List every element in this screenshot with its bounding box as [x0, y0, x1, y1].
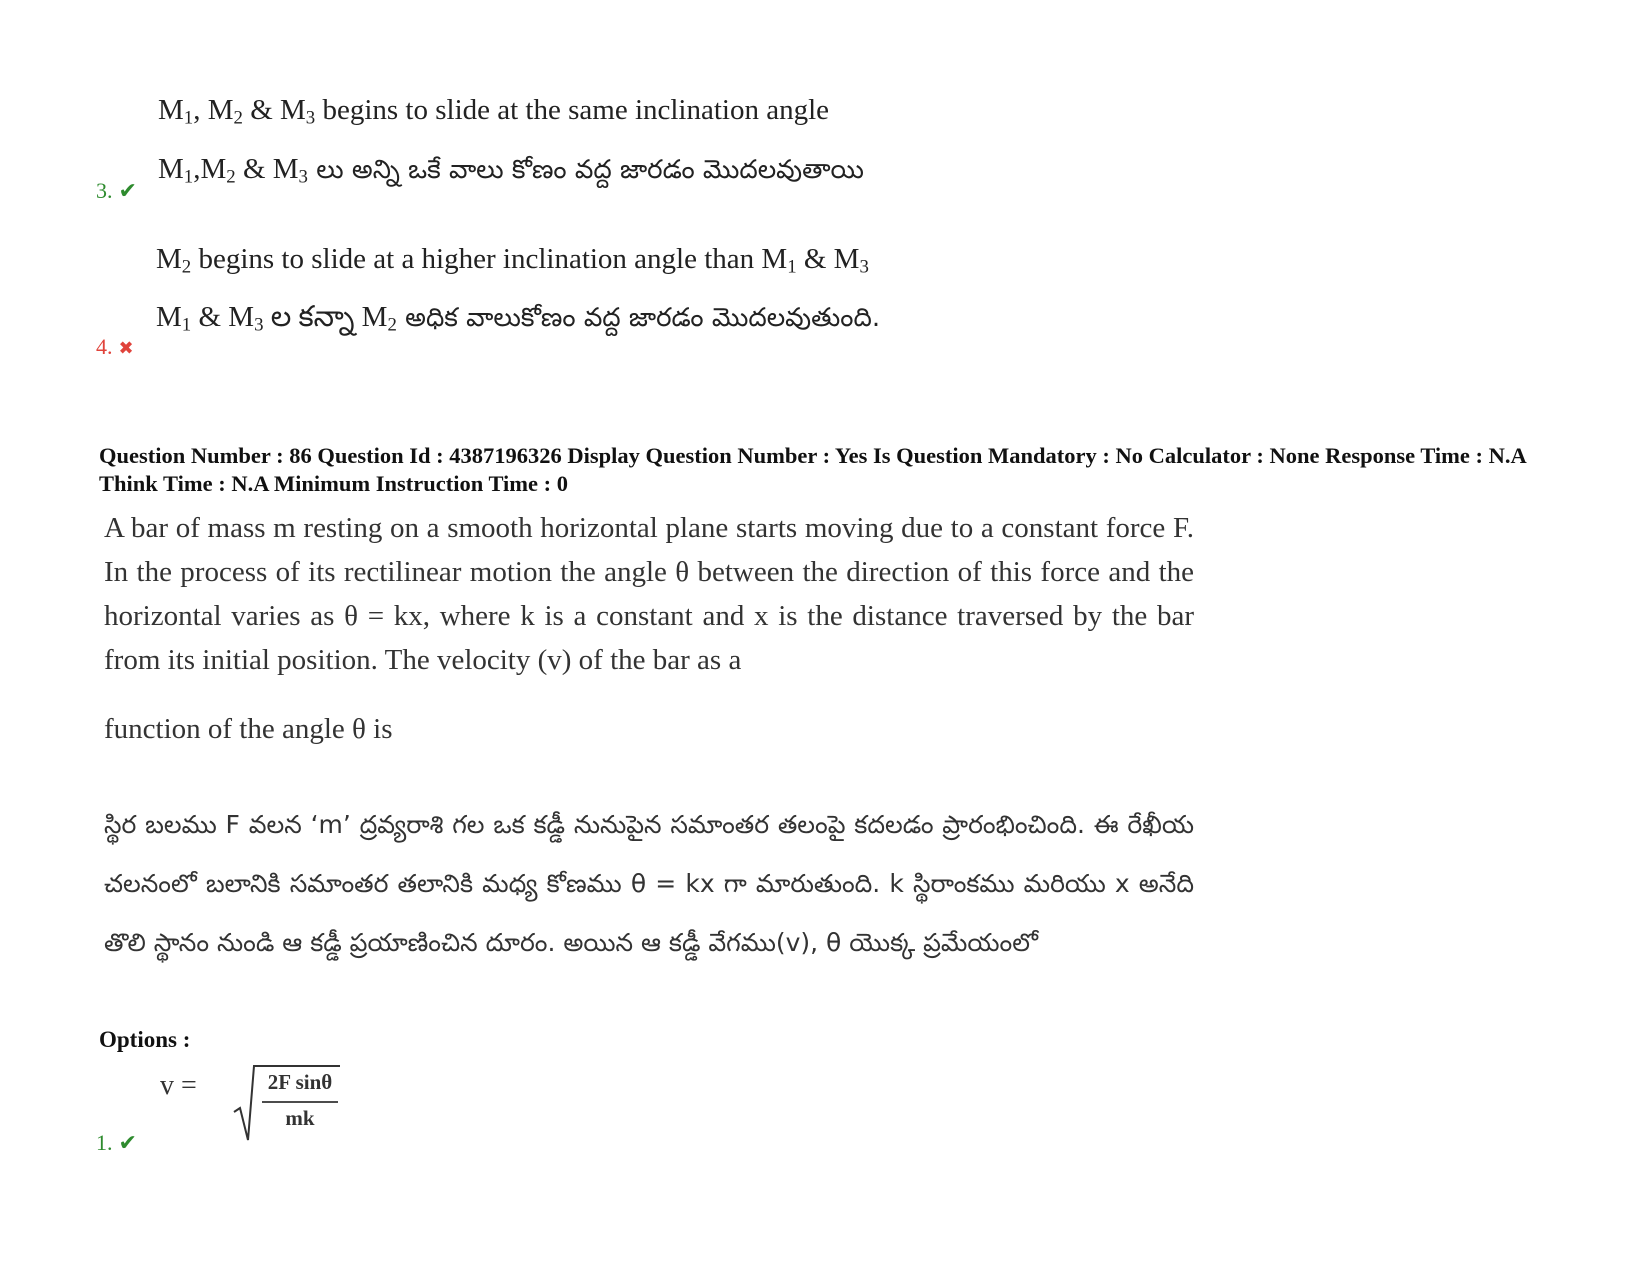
option-1-formula: [160, 1070, 333, 1130]
option-3-english: $M_1$, $M_2$ & $M_3$ begins to slide at the same inclination angle: [158, 94, 830, 129]
option-4-telugu: $M_1$ & $M_3$ ల కన్నా $M_2$ అధిక వాలుకోణం వద్ద జారడం మొదలవుతుంది.: [156, 301, 881, 336]
question-text-english: A bar of mass m resting on a smooth horizontal plane starts moving due to a constant force F. In the process of its rectilinear motion the angle θ between the direction of this force and the horizontal varies as θ = kx, where k is a constant and x is the distance traversed by the bar from its initial position. The velocity (v) of the bar as a: [104, 512, 1194, 676]
sqrt-fraction: [232, 1062, 342, 1144]
fraction-denominator: mk: [285, 1106, 315, 1130]
options-label: Options :: [99, 1027, 191, 1052]
option-3-telugu: $M_1,M_2$ & $M_3$ లు అన్ని ఒకే వాలు కోణం వద్ద జారడం మొదలవుతాయి: [158, 153, 864, 188]
question-meta: Question Number : 86 Question Id : 4387196326 Display Question Number : Yes Is Question Mandatory : No Calculator : None Response Time : N.A Think Time : N.A Minimum Instruction Time : 0: [99, 443, 1526, 496]
option-4-number: 4. ✖: [96, 334, 134, 359]
fraction-numerator: 2F sinθ: [267, 1070, 333, 1094]
option-1-number: 1. ✔: [96, 1130, 137, 1155]
option-3-number: 3. ✔: [96, 178, 137, 203]
question-text-english-last-line: function of the angle θ is: [104, 713, 393, 745]
formula-lhs: v =: [160, 1070, 197, 1101]
question-text-telugu: స్థిర బలము F వలన ‘m’ ద్రవ్యరాశి గల ఒక కడ్డీ నునుపైన సమాంతర తలంపై కదలడం ప్రారంభించింది. ఈ రేఖీయ చలనంలో బలానికి సమాంతర తలానికి మధ్య కోణము θ = kx గా మారుతుంది. k స్థిరాంకము మరియు x అనేది తొలి స్థానం నుండి ఆ కడ్డీ ప్రయాణించిన దూరం. అయిన ఆ కడ్డీ వేగము(v), θ యొక్క ప్రమేయంలో: [104, 810, 1194, 957]
check-mark-icon: ✔: [118, 1130, 137, 1155]
option-4-english: $M_2$ begins to slide at a higher inclination angle than $M_1$ & $M_3$: [156, 243, 869, 278]
check-mark-icon: ✔: [118, 178, 137, 203]
cross-mark-icon: ✖: [118, 338, 134, 358]
